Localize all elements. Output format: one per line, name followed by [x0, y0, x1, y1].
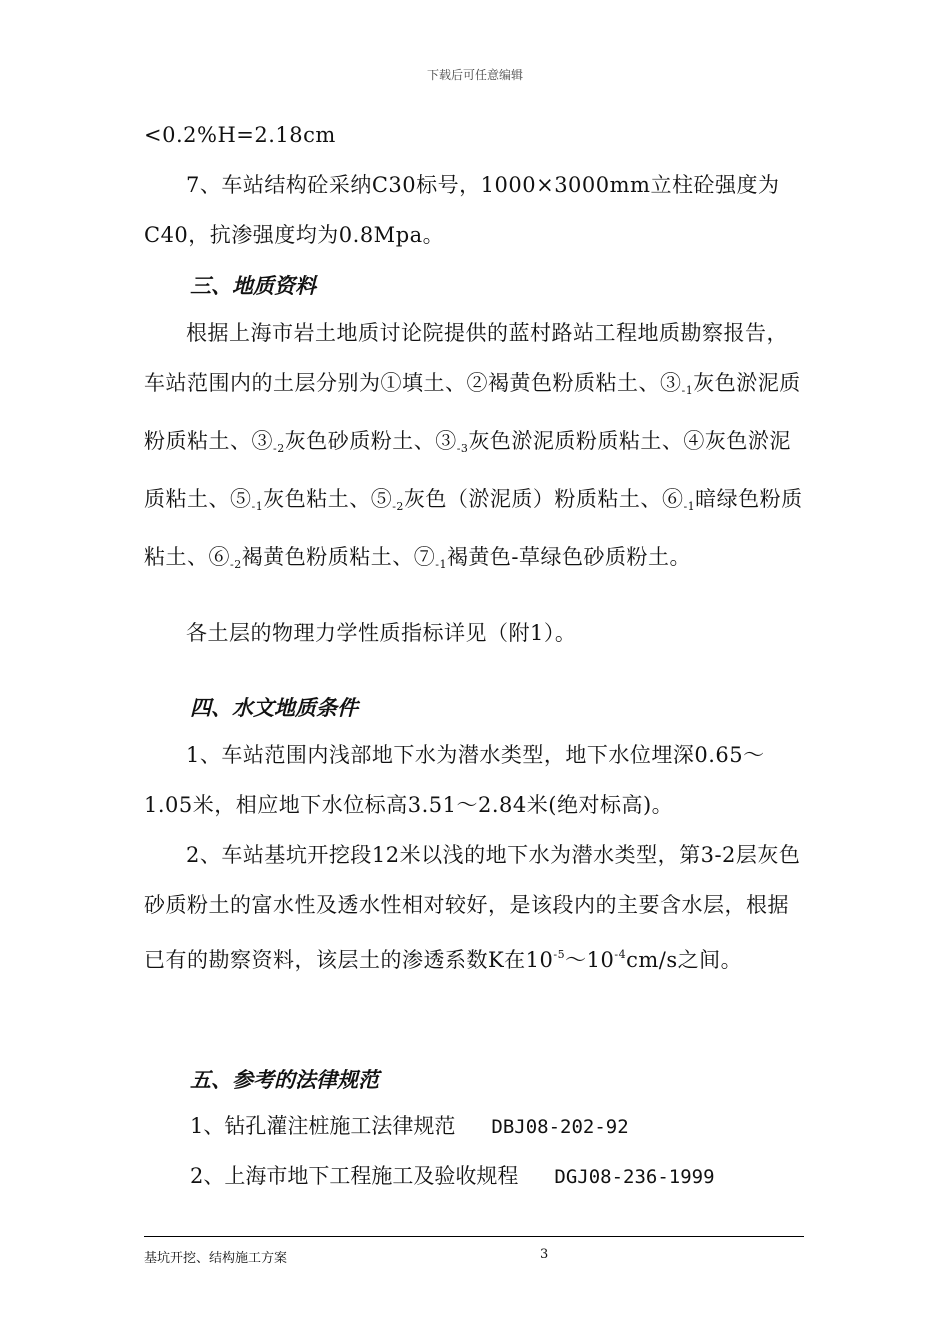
hydro-item-2-text: 2、车站基坑开挖段12米以浅的地下水为潜水类型，第3-2层灰色砂质粉土的富水性及透水性相对较好，是该段内的主要含水层，根据已有的勘察资料，该层土的渗透系数K在10 [144, 843, 801, 972]
hydro-item-2-mid: ～10 [565, 948, 615, 972]
reference-code: DGJ08-236-1999 [554, 1166, 715, 1188]
soil-layer-subscript: -1 [683, 500, 696, 513]
soil-layer-text: 褐黄色粉质粘土、⑦ [241, 545, 436, 569]
hydro-item-1: 1、车站范围内浅部地下水为潜水类型，地下水位埋深0.65～1.05米，相应地下水位标高3.51～2.84米(绝对标高)。 [144, 743, 765, 817]
hydro-item-2-tail: cm/s之间。 [626, 948, 743, 972]
reference-code: DBJ08-202-92 [491, 1116, 629, 1138]
exponent: -5 [553, 948, 566, 961]
geology-paragraph [144, 308, 804, 590]
soil-layer-text: 灰色粘土、 [263, 487, 371, 511]
reference-name: 2、上海市地下工程施工及验收规程 [190, 1164, 519, 1188]
exponent: -4 [614, 948, 627, 961]
soil-layer-text: 灰色淤泥质粉质粘土、 [144, 371, 801, 453]
soil-layer-text: 灰色砂质粉土、 [284, 429, 436, 453]
soil-layer-text: 暗绿色粉质粘土、 [144, 487, 803, 569]
geology-note: 各土层的物理力学性质指标详见（附1）。 [186, 621, 577, 645]
hydro-item-2 [144, 830, 804, 985]
soil-layer-label: ⑤ [370, 487, 393, 511]
soil-layer-subscript: -3 [456, 442, 469, 455]
paragraph-item-7: 7、车站结构砼采纳C30标号，1000×3000mm立柱砼强度为C40，抗渗强度均为0.8Mpa。 [144, 173, 780, 247]
section-heading-3: 三、地质资料 [190, 274, 316, 298]
footer-title: 基坑开挖、结构施工方案 [144, 1251, 288, 1266]
soil-layer-text: 灰色（淤泥质）粉质粘土、 [403, 487, 662, 511]
page-number: 3 [540, 1247, 549, 1262]
reference-item [190, 1110, 629, 1140]
reference-name: 1、钻孔灌注桩施工法律规范 [190, 1114, 456, 1138]
header-note: 下载后可任意编辑 [426, 68, 523, 82]
soil-layer-label: ③ [435, 429, 457, 453]
soil-layer-label: ⑥ [208, 545, 230, 569]
soil-layer-subscript: -2 [392, 500, 404, 513]
soil-layer-subscript: -1 [251, 500, 264, 513]
soil-layer-subscript: - [435, 558, 440, 571]
soil-layer-subscript: -2 [230, 558, 242, 571]
footer-divider [144, 1236, 804, 1237]
soil-layer-subscript: -2 [273, 442, 285, 455]
soil-layer-label: ③ [251, 429, 273, 453]
soil-layer-label: ③ [660, 371, 682, 395]
soil-layer-text: 灰色淤泥质粉质粘土、④灰色淤泥质粘土、 [144, 429, 791, 511]
soil-layer-subscript: 1 [439, 558, 447, 571]
section-heading-5: 五、参考的法律规范 [190, 1068, 379, 1092]
soil-layer-text: 褐黄色-草绿色砂质粉土。 [446, 545, 692, 569]
soil-layer-label: ⑤ [230, 487, 252, 511]
reference-item [190, 1160, 715, 1190]
geology-intro: 根据上海市岩土地质讨论院提供的蓝村路站工程地质勘察报告，车站范围内的土层分别为①填土、②褐黄色粉质粘土、 [144, 321, 788, 395]
section-heading-4: 四、水文地质条件 [190, 696, 358, 720]
soil-layer-subscript: -1 [681, 384, 694, 397]
soil-layer-label: ⑥ [661, 487, 684, 511]
formula-line: <0.2%H=2.18cm [144, 123, 336, 147]
